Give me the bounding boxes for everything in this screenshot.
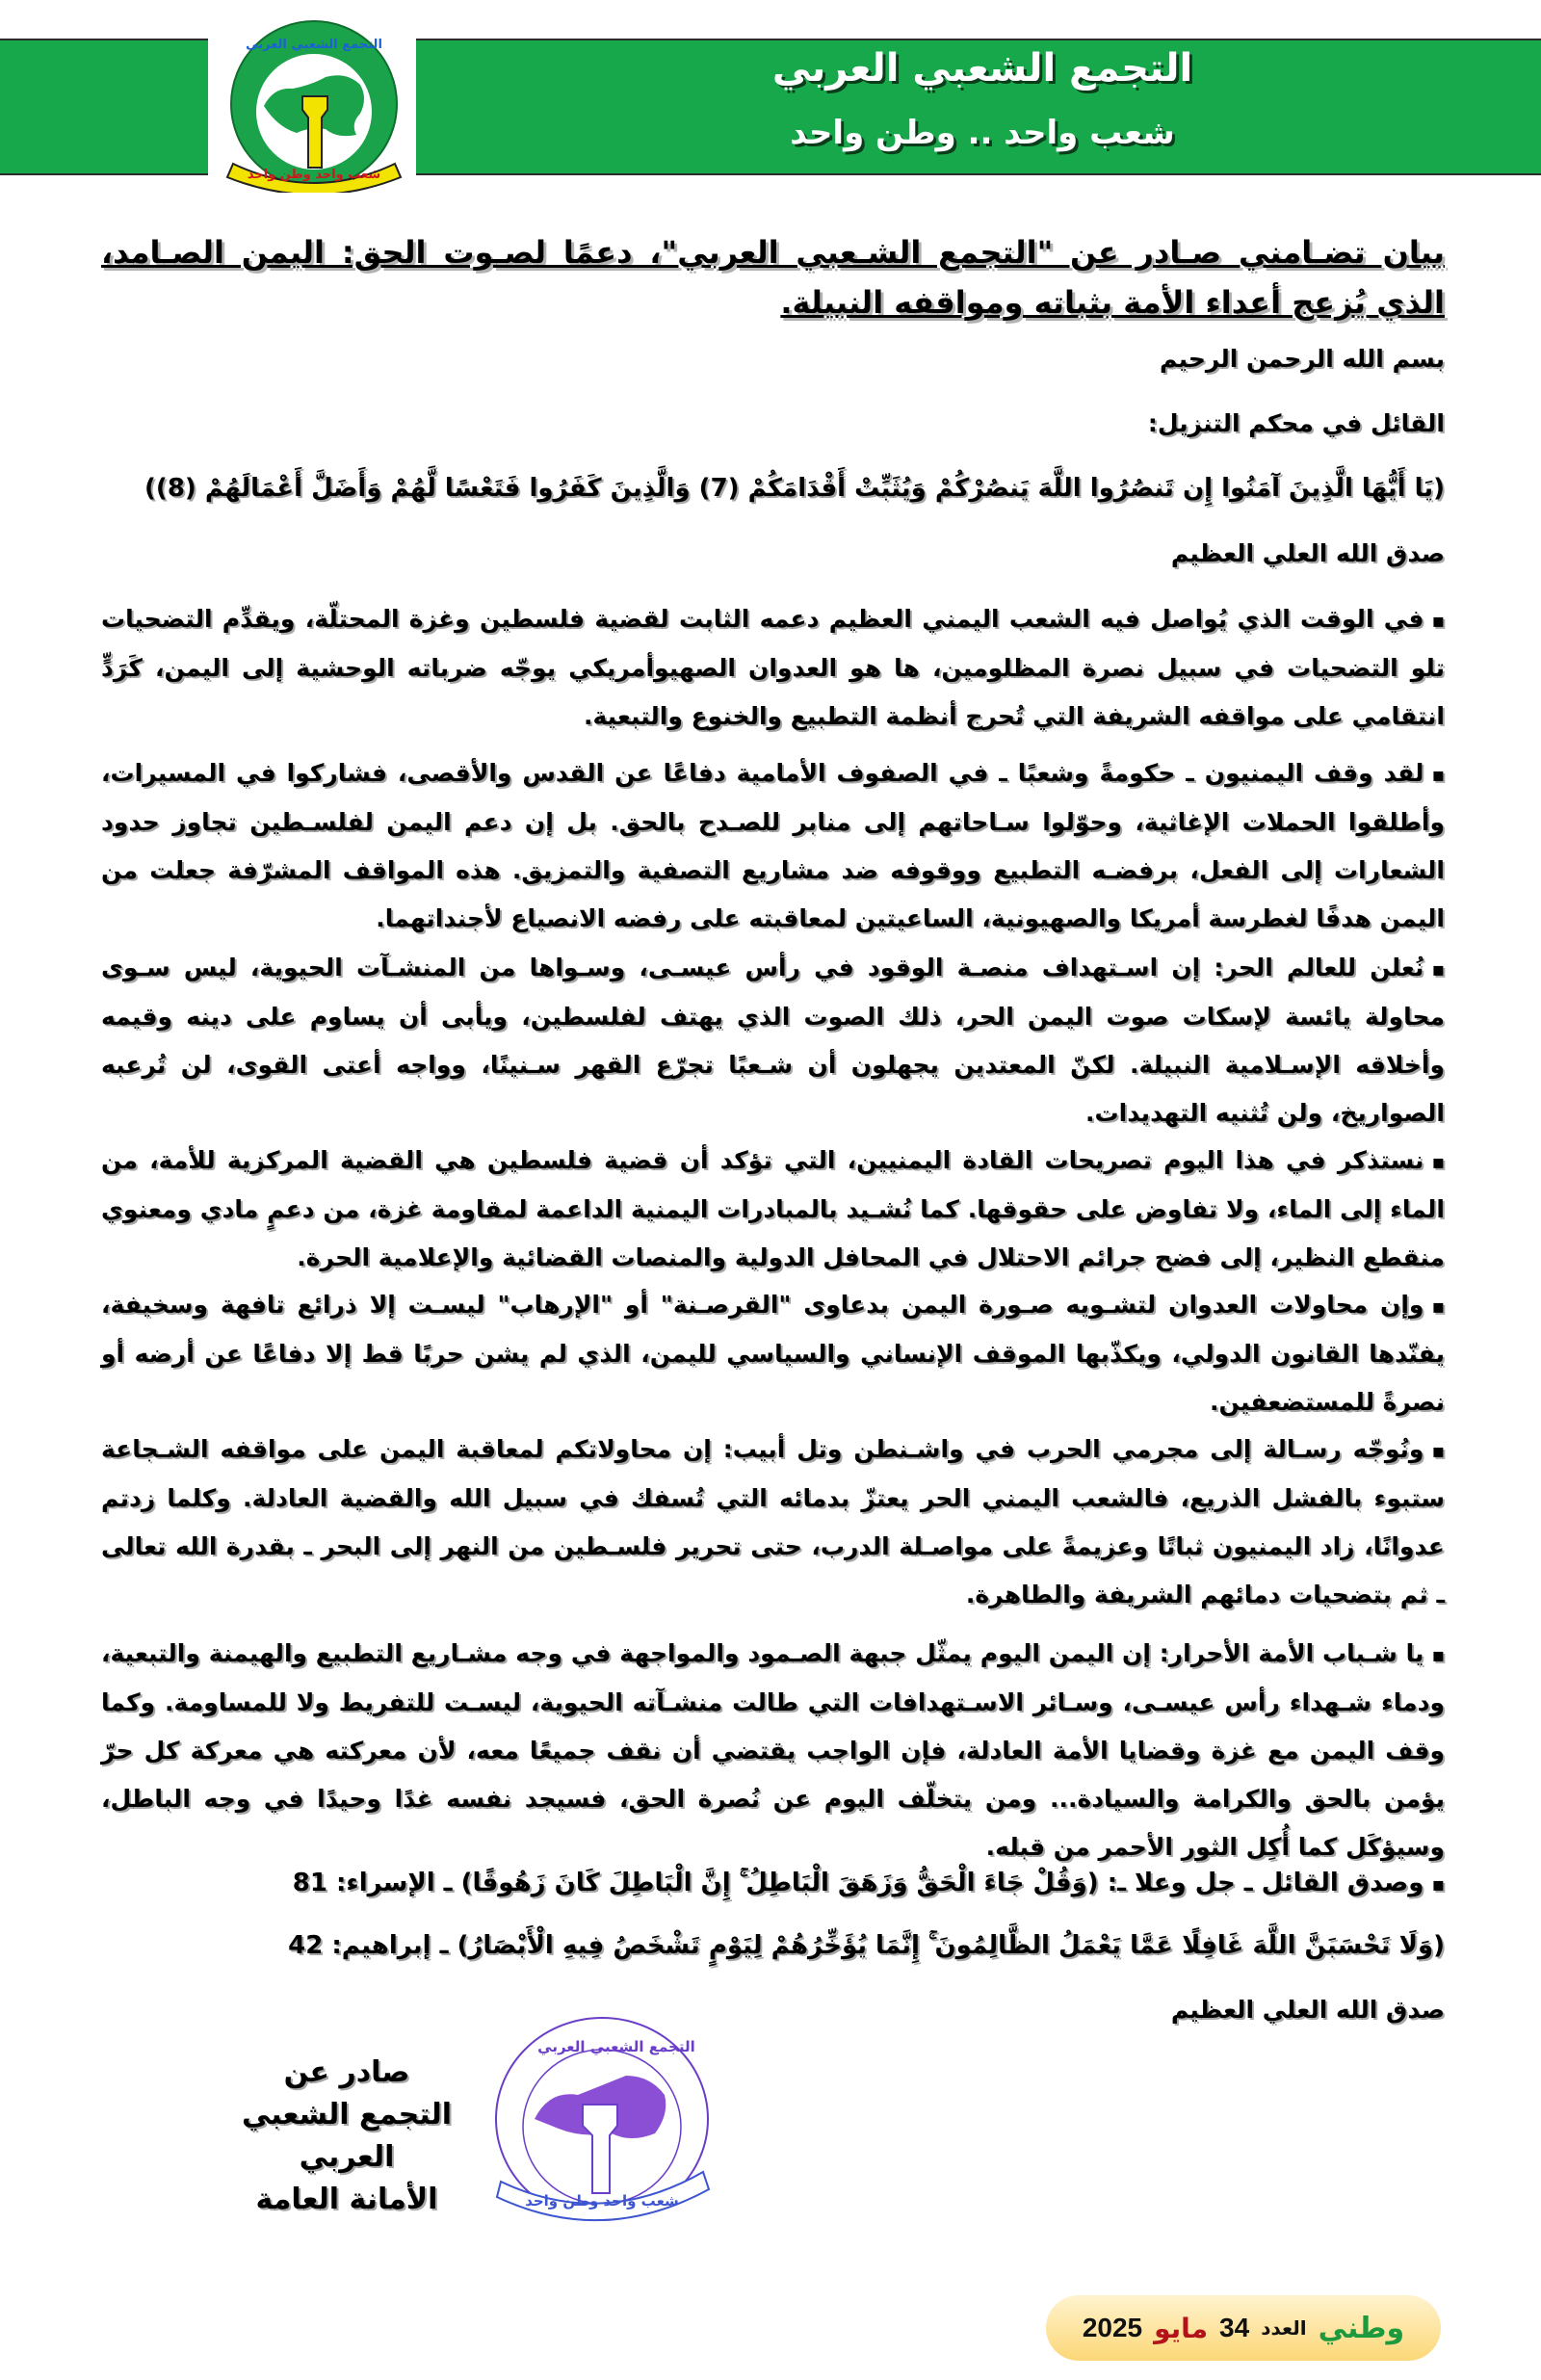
org-name-title: التجمع الشعبي العربي [771,46,1193,91]
publication-name: وطني [1318,2311,1405,2345]
bullet-square-icon: ▪ [1431,1643,1445,1666]
quran-verse: (يَا أَيُّهَا الَّذِينَ آمَنُوا إِن تَنصُرُوا اللَّهَ يَنصُرْكُمْ وَيُثَبِّتْ أَقْدَامَكُمْ (7) وَالَّذِينَ كَفَرُوا فَتَعْسًا لَّهُمْ وَأَضَلَّ أَعْمَالَهُمْ (8)) [144,474,1445,503]
bullet-square-icon: ▪ [1431,957,1445,981]
svg-text:التجمع الشعبي العربي: التجمع الشعبي العربي [537,2038,695,2055]
svg-text:التجمع الشعبي العربي: التجمع الشعبي العربي [246,38,382,52]
issue-year: 2025 [1082,2313,1143,2342]
statement-paragraph: ▪نستذكر في هذا اليوم تصريحات القادة اليمنيين، التي تؤكد أن قضية فلسطين هي القضية المركزية للأمة، من الماء إلى الماء، ولا تفاوض على حقوقها. كما نُشـيد بالمبادرات اليمنية الداعمة لمقاومة غزة، من دعمٍ مادي ومعنوي منقطع النظير، إلى فضح جرائم الاحتلال في المحافل الدولية والمنصات القضائية والإعلامية الحرة. [101,1137,1445,1282]
closing-sadaqa: صدق الله العلي العظيم [1170,1996,1445,2024]
org-slogan: شعب واحد .. وطن واحد [790,114,1175,152]
quran-closing: صدق الله العلي العظيم [1170,539,1445,567]
issued-by-label: صادر عن [283,2055,410,2089]
statement-paragraph: ▪ونُوجّه رسـالة إلى مجرمي الحرب في واشـنطن وتل أبيب: إن محاولاتكم لمعاقبة اليمن على مواقفه الشـجاعة ستبوء بالفشل الذريع، فالشعب اليمني الحر يعتزّ بدمائه التي تُسفك في سبيل الله والقضية العادلة. وكلما زدتم عدوانًا، زاد اليمنيون ثباتًا وعزيمةً على مواصـلة الدرب، حتى تحرير فلسـطين من النهر إلى البحر ـ بقدرة الله تعالى ـ ثم بتضحيات دمائهم الشريفة والطاهرة. [101,1425,1445,1619]
bullet-square-icon: ▪ [1431,609,1445,632]
issue-footer-badge [1046,2295,1441,2361]
svg-text:شعب واحد وطن واحد: شعب واحد وطن واحد [525,2192,679,2210]
signature-block [202,2052,491,2221]
statement-paragraph: ▪لقد وقف اليمنيون ـ حكومةً وشعبًا ـ في الصفوف الأمامية دفاعًا عن القدس والأقصى، فشاركوا في المسيرات، وأطلقوا الحملات الإغاثية، وحوّلوا سـاحاتهم إلى منابر للصـدح بالحق. بل إن دعم اليمن لفلسـطين تجاوز حدود الشعارات إلى الفعل، برفضـه التطبيع ووقوفه ضد مشاريع التصفية والتمزيق. هذه المواقف المشرّفة جعلت من اليمن هدفًا لغطرسة أمريكا والصهيونية، الساعيتين لمعاقبته على رفضه الانصياع لأجنداتهما. [101,749,1445,943]
basmala: بسم الله الرحمن الرحيم [1160,345,1445,373]
svg-text:شعب واحد وطن واحد: شعب واحد وطن واحد [247,168,381,182]
statement-paragraph: ▪وإن محاولات العدوان لتشـويه صـورة اليمن بدعاوى "القرصـنة" أو "الإرهاب" ليسـت إلا ذرائع تافهة وسخيفة، يفنّدها القانون الدولي، ويكذّبها الموقف الإنساني والسياسي لليمن، الذي لم يشن حربًا قط إلا دفاعًا عن أرضه أو نصرةً للمستضعفين. [101,1281,1445,1426]
statement-paragraph: ▪نُعلن للعالم الحر: إن اسـتهداف منصـة الوقود في رأس عيسـى، وسـواها من المنشـآت الحيوية، ليس سـوى محاولة يائسة لإسكات صوت اليمن الحر، ذلك الصوت الذي يهتف لفلسطين، ويأبى أن يساوم على دينه وقيمه وأخلاقه الإسـلامية النبيلة. لكنّ المعتدين يجهلون أن شـعبًا تجرّع القهر سـنينًا، وواجه أعتى القوى، لن تُرعبه الصواريخ، ولن تُثنيه التهديدات. [101,944,1445,1138]
statement-paragraph: ▪يا شـباب الأمة الأحرار: إن اليمن اليوم يمثّل جبهة الصـمود والمواجهة في وجه مشـاريع التطبيع والهيمنة والتبعية، ودماء شـهداء رأس عيسـى، وسـائر الاسـتهدافات التي طالت منشـآته الحيوية، ليسـت للتفريط ولا للمساومة. وكما وقف اليمن مع غزة وقضايا الأمة العادلة، فإن الواجب يقتضي أن نقف جميعًا معه، لأن معركته هي معركة كل حرّ يؤمن بالحق والكرامة والسيادة... ومن يتخلّف اليوم عن نُصرة الحق، فسيجد نفسه غدًا وحيدًا في وجه الباطل، وسيؤكَل كما أُكِل الثور الأحمر من قبله. [101,1630,1445,1871]
bullet-square-icon: ▪ [1431,1295,1445,1318]
signature-org: التجمع الشعبي العربي [241,2098,453,2174]
issue-number: 34 [1219,2313,1250,2342]
statement-headline: بيان تضـامني صـادر عن "التجمع الشـعبي العربي"، دعمًا لصـوت الحق: اليمن الصـامد، الذي يُزعج أعداء الأمة بثباته ومواقفه النبيلة. [101,234,1445,321]
issue-month: مايو [1154,2312,1209,2344]
org-stamp-icon [482,2013,722,2235]
bullet-square-icon: ▪ [1431,763,1445,786]
statement-paragraph: ▪في الوقت الذي يُواصل فيه الشعب اليمني العظيم دعمه الثابت لقضية فلسطين وغزة المحتلّة، ويقدِّم التضحيات تلو التضحيات في سبيل نصرة المظلومين، ها هو العدوان الصهيوأمريكي يوجّه ضرباته الوحشية إلى اليمن، كَرَدٍّ انتقامي على مواقفه الشريفة التي تُحرج أنظمة التطبيع والخنوع والتبعية. [101,595,1445,741]
issue-label: العدد [1261,2316,1307,2340]
closing-verse-isra: ▪وصدق القائل ـ جل وعلا ـ: (وَقُلْ جَاءَ الْحَقُّ وَزَهَقَ الْبَاطِلُ ۚ إِنَّ الْبَاطِلَ كَانَ زَهُوقًا) ـ الإسراء: 81 [292,1869,1445,1897]
bullet-square-icon: ▪ [1431,1439,1445,1462]
closing-verse-ibrahim: (وَلَا تَحْسَبَنَّ اللَّهَ غَافِلًا عَمَّا يَعْمَلُ الظَّالِمُونَ ۚ إِنَّمَا يُؤَخِّرُهُمْ لِيَوْمٍ تَشْخَصُ فِيهِ الْأَبْصَارُ) ـ إبراهيم: 42 [288,1931,1445,1960]
bullet-square-icon: ▪ [1431,1872,1445,1896]
quran-intro: القائل في محكم التنزيل: [1147,409,1445,437]
bullet-square-icon: ▪ [1431,1150,1445,1173]
signature-secretariat: الأمانة العامة [255,2183,438,2216]
org-logo-icon [214,19,414,193]
